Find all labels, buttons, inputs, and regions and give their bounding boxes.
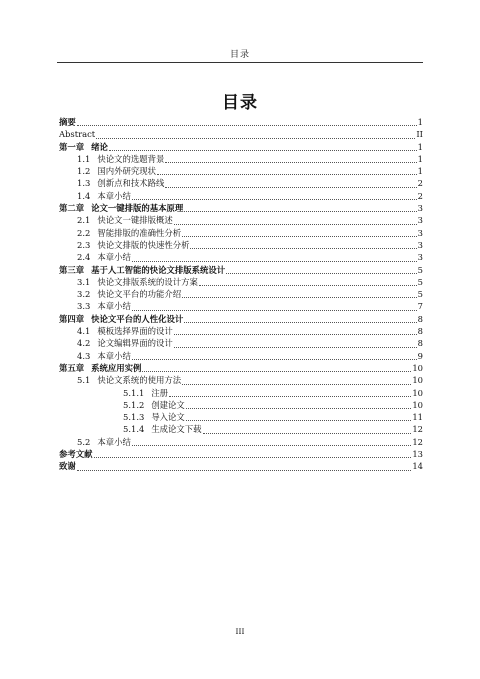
toc-entry-number: 第四章 — [59, 313, 85, 324]
toc-entry-number: 5.1.4 — [123, 424, 145, 435]
toc-entry[interactable] — [59, 399, 423, 411]
toc-entry-page: 5 — [417, 276, 423, 287]
page-number: III — [235, 627, 245, 636]
toc-entry-page: 12 — [412, 424, 423, 435]
toc-entry-number: 5.1 — [77, 375, 91, 386]
toc-entry-page: 1 — [417, 153, 423, 164]
toc-entry[interactable] — [59, 337, 423, 349]
toc-entry-title: 本章小结 — [97, 190, 131, 201]
dot-leader — [94, 456, 412, 458]
toc-entry-label — [59, 448, 93, 460]
toc-entry-page: 10 — [412, 387, 423, 398]
toc-entry-page: 14 — [412, 461, 423, 472]
toc-entry-label — [77, 300, 131, 312]
toc-entry[interactable] — [59, 374, 423, 386]
toc-entry[interactable] — [59, 448, 423, 460]
toc-entry-title: 绪论 — [91, 141, 108, 152]
table-of-contents — [59, 116, 423, 473]
toc-entry-number: 第一章 — [59, 141, 85, 152]
toc-entry-title: 论文一键排版的基本原理 — [91, 203, 184, 214]
toc-entry-title: 快论文的选题背景 — [97, 153, 165, 164]
toc-entry-page: 3 — [417, 203, 423, 214]
toc-entry-number: 3.3 — [77, 301, 91, 312]
toc-entry[interactable] — [59, 411, 423, 423]
toc-entry-page: 8 — [417, 338, 423, 349]
dot-leader — [132, 198, 417, 200]
toc-entry-title: 本章小结 — [97, 252, 131, 263]
toc-entry[interactable] — [59, 251, 423, 263]
toc-entry-label — [77, 165, 156, 177]
dot-leader — [157, 173, 417, 175]
toc-entry-page: 8 — [417, 313, 423, 324]
toc-entry-page: 2 — [417, 178, 423, 189]
dot-leader — [190, 247, 416, 249]
toc-entry-page: 11 — [412, 412, 423, 423]
toc-entry-number: 2.2 — [77, 227, 91, 238]
toc-entry-title: 参考文献 — [59, 449, 93, 460]
toc-entry-number: 1.2 — [77, 166, 91, 177]
toc-entry-number: 第二章 — [59, 203, 85, 214]
dot-leader — [109, 149, 417, 151]
toc-entry[interactable] — [59, 264, 423, 276]
toc-entry-number: 5.2 — [77, 436, 91, 447]
toc-entry-label — [123, 423, 202, 435]
toc-entry-page: 2 — [417, 190, 423, 201]
toc-entry-page: 1 — [417, 166, 423, 177]
toc-entry-page: 3 — [417, 215, 423, 226]
toc-entry-number: 5.1.1 — [123, 387, 145, 398]
dot-leader — [165, 186, 416, 188]
dot-leader — [174, 346, 417, 348]
toc-entry-label — [77, 251, 131, 263]
toc-entry-title: 智能排版的准确性分析 — [97, 227, 182, 238]
dot-leader — [182, 235, 417, 237]
toc-entry-number: 2.3 — [77, 239, 91, 250]
toc-entry-label — [77, 214, 173, 226]
toc-entry[interactable] — [59, 300, 423, 312]
toc-entry[interactable] — [59, 313, 423, 325]
toc-entry-number: 4.3 — [77, 350, 91, 361]
toc-entry[interactable] — [59, 387, 423, 399]
toc-entry-title: 本章小结 — [97, 436, 131, 447]
toc-entry[interactable] — [59, 227, 423, 239]
toc-entry-title: 快论文平台的功能介绍 — [97, 289, 182, 300]
toc-entry-title: 导入论文 — [151, 412, 185, 423]
toc-entry-title: 本章小结 — [97, 350, 131, 361]
toc-entry-label — [77, 153, 164, 165]
toc-entry-page: 10 — [412, 375, 423, 386]
toc-entry[interactable] — [59, 165, 423, 177]
toc-entry-label — [59, 116, 76, 128]
dot-leader — [142, 370, 411, 372]
toc-entry-number: 第五章 — [59, 362, 85, 373]
toc-entry-title: 国内外研究现状 — [97, 166, 156, 177]
toc-entry[interactable] — [59, 423, 423, 435]
dot-leader — [184, 210, 416, 212]
toc-entry[interactable] — [59, 128, 423, 140]
toc-entry-label — [59, 128, 95, 140]
dot-leader — [132, 260, 417, 262]
toc-entry-number: 第三章 — [59, 264, 85, 275]
dot-leader — [199, 284, 417, 286]
toc-entry-page: 5 — [417, 264, 423, 275]
toc-entry-label — [77, 190, 131, 202]
toc-entry-page: 5 — [417, 289, 423, 300]
toc-entry-title: 本章小结 — [97, 301, 131, 312]
toc-entry-label — [77, 436, 131, 448]
toc-entry-title: 致谢 — [59, 461, 76, 472]
toc-entry[interactable] — [59, 214, 423, 226]
toc-entry-number: 5.1.2 — [123, 399, 145, 410]
toc-entry[interactable] — [59, 116, 423, 128]
toc-entry[interactable] — [59, 350, 423, 362]
toc-entry-title: 快论文排版系统的设计方案 — [97, 276, 198, 287]
toc-entry[interactable] — [59, 325, 423, 337]
toc-entry-label — [123, 387, 168, 399]
toc-entry-number: 1.3 — [77, 178, 91, 189]
toc-entry[interactable] — [59, 460, 423, 472]
dot-leader — [132, 309, 417, 311]
toc-entry-label — [77, 325, 173, 337]
toc-entry-page: 1 — [417, 141, 423, 152]
dot-leader — [132, 358, 417, 360]
toc-entry-title: 模板选择界面的设计 — [97, 326, 173, 337]
dot-leader — [174, 223, 417, 225]
toc-entry-label — [123, 399, 185, 411]
toc-entry-number: 3.1 — [77, 276, 91, 287]
toc-entry-label — [77, 337, 173, 349]
toc-entry-label — [59, 313, 183, 325]
dot-leader — [132, 444, 412, 446]
dot-leader — [203, 432, 412, 434]
dot-leader — [169, 395, 411, 397]
toc-entry-number: 2.4 — [77, 252, 91, 263]
toc-entry-number: 5.1.3 — [123, 412, 145, 423]
dot-leader — [77, 469, 412, 471]
toc-entry[interactable] — [59, 276, 423, 288]
dot-leader — [174, 333, 417, 335]
toc-entry-page: 10 — [412, 399, 423, 410]
toc-entry[interactable] — [59, 177, 423, 189]
dot-leader — [186, 407, 412, 409]
toc-entry[interactable] — [59, 239, 423, 251]
toc-entry-label — [77, 350, 131, 362]
toc-entry[interactable] — [59, 362, 423, 374]
toc-entry-title: 论文编辑界面的设计 — [97, 338, 173, 349]
toc-entry-label — [77, 227, 181, 239]
toc-entry-title: 创建论文 — [151, 399, 185, 410]
toc-entry-label — [59, 460, 76, 472]
running-header: 目录 — [229, 50, 250, 60]
toc-entry-label — [59, 362, 141, 374]
toc-entry-label — [77, 239, 189, 251]
toc-entry-page: 9 — [417, 350, 423, 361]
toc-entry-title: 创新点和技术路线 — [97, 178, 165, 189]
toc-entry-page: 10 — [412, 362, 423, 373]
toc-entry-label — [77, 288, 181, 300]
toc-entry-title: 快论文一键排版概述 — [97, 215, 173, 226]
toc-entry[interactable] — [59, 436, 423, 448]
toc-entry-number: 2.1 — [77, 215, 91, 226]
dot-leader — [226, 272, 417, 274]
toc-entry-page: 7 — [417, 301, 423, 312]
toc-entry-title: 注册 — [151, 387, 169, 398]
toc-entry-page: 3 — [417, 239, 423, 250]
toc-entry-label — [123, 411, 185, 423]
toc-entry-title: 快论文平台的人性化设计 — [91, 313, 184, 324]
dot-leader — [182, 296, 417, 298]
toc-entry-number: 4.2 — [77, 338, 91, 349]
toc-entry-title: Abstract — [59, 129, 96, 140]
page-title: 目录 — [222, 93, 258, 113]
toc-entry-title: 摘要 — [59, 117, 76, 127]
dot-leader — [77, 124, 417, 126]
toc-entry-label — [59, 264, 225, 276]
toc-entry-number: 1.4 — [77, 190, 91, 201]
toc-entry-page: II — [416, 129, 423, 140]
toc-entry-page: 1 — [417, 117, 423, 127]
toc-entry-label — [59, 141, 108, 153]
toc-entry-title: 系统应用实例 — [91, 362, 142, 373]
header-rule — [57, 62, 423, 63]
toc-entry-title: 生成论文下载 — [151, 424, 202, 435]
toc-entry[interactable] — [59, 153, 423, 165]
toc-entry-label — [59, 202, 183, 214]
toc-entry-number: 1.1 — [77, 153, 91, 164]
dot-leader — [182, 383, 411, 385]
dot-leader — [186, 419, 412, 421]
toc-entry-page: 3 — [417, 252, 423, 263]
toc-entry-title: 基于人工智能的快论文排版系统设计 — [91, 264, 226, 275]
toc-entry[interactable] — [59, 288, 423, 300]
toc-entry-page: 3 — [417, 227, 423, 238]
toc-entry-label — [77, 177, 164, 189]
toc-entry-number: 4.1 — [77, 326, 91, 337]
toc-entry-title: 快论文系统的使用方法 — [97, 375, 182, 386]
toc-entry-page: 8 — [417, 326, 423, 337]
toc-entry-label — [77, 374, 181, 386]
toc-entry-page: 13 — [412, 449, 423, 460]
dot-leader — [165, 161, 416, 163]
toc-entry[interactable] — [59, 202, 423, 214]
toc-entry[interactable] — [59, 190, 423, 202]
dot-leader — [184, 321, 416, 323]
toc-entry-page: 12 — [412, 436, 423, 447]
toc-entry[interactable] — [59, 141, 423, 153]
toc-entry-number: 3.2 — [77, 289, 91, 300]
toc-entry-label — [77, 276, 198, 288]
dot-leader — [96, 137, 415, 139]
toc-entry-title: 快论文排版的快速性分析 — [97, 239, 190, 250]
